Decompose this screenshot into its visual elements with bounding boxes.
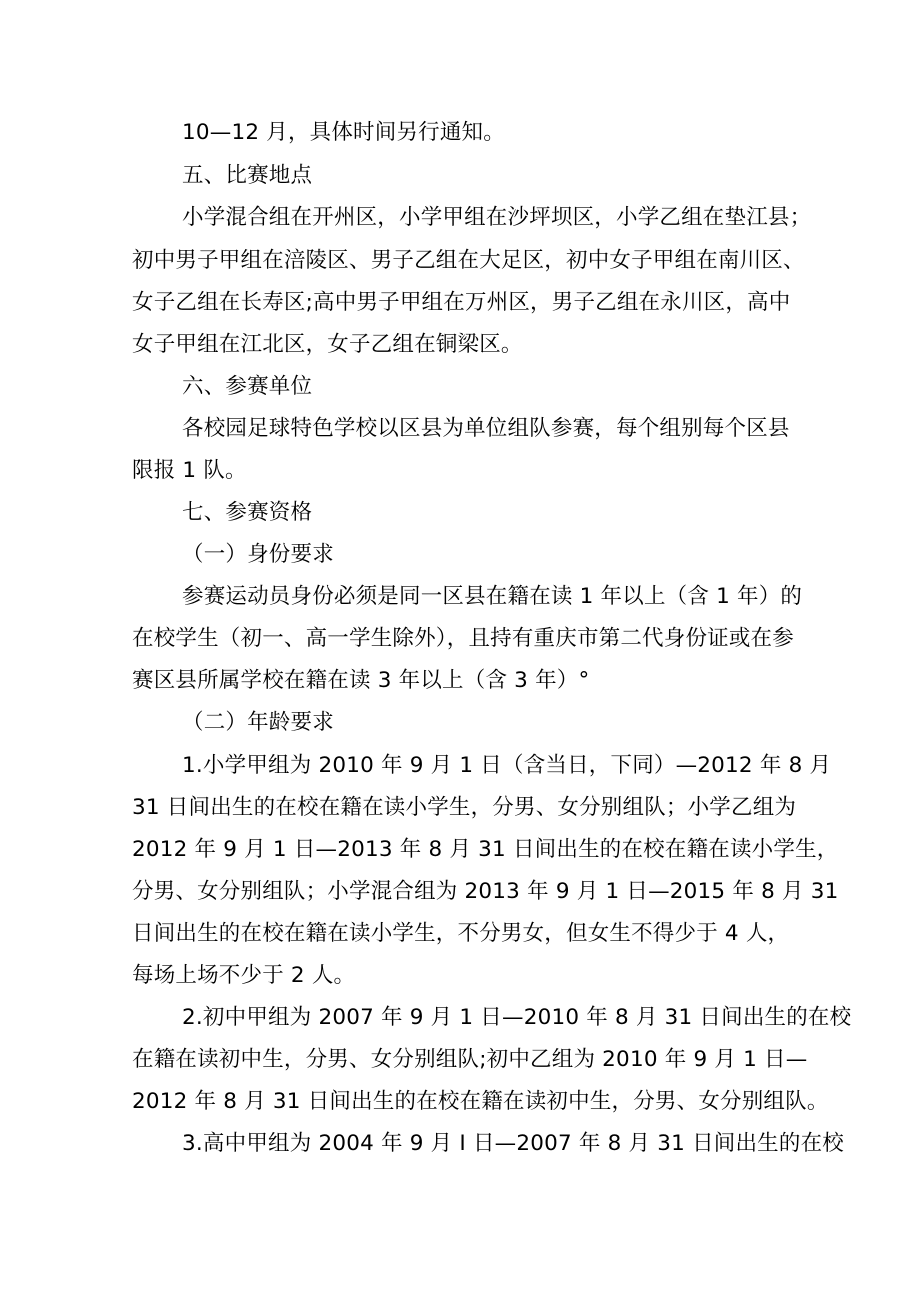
- paragraph-line: 2012 年 9 月 1 日—2013 年 8 月 31 日间出生的在校在籍在读小学生，: [132, 837, 839, 862]
- paragraph-line: 女子乙组在长寿区;高中男子甲组在万州区，男子乙组在永川区，高中: [132, 290, 791, 315]
- paragraph-line: 10—12 月，具体时间另行通知。: [182, 120, 505, 145]
- paragraph-line: 2012 年 8 月 31 日间出生的在校在籍在读初中生，分男、女分别组队。: [132, 1089, 829, 1114]
- paragraph-line: 初中男子甲组在涪陵区、男子乙组在大足区，初中女子甲组在南川区、: [132, 248, 805, 273]
- paragraph-line: 分男、女分别组队；小学混合组为 2013 年 9 月 1 日—2015 年 8 月 31: [132, 879, 839, 904]
- section-heading-units: 六、参赛单位: [182, 374, 313, 399]
- section-heading-venue: 五、比赛地点: [182, 163, 313, 188]
- paragraph-line: 1.小学甲组为 2010 年 9 月 1 日（含当日，下同）—2012 年 8 月: [182, 753, 832, 778]
- paragraph-line: 赛区县所属学校在籍在读 3 年以上（含 3 年）°: [132, 668, 590, 693]
- paragraph-line: 在校学生（初一、高一学生除外），且持有重庆市第二代身份证或在参: [132, 626, 794, 651]
- paragraph-line: 参赛运动员身份必须是同一区县在籍在读 1 年以上（含 1 年）的: [182, 584, 803, 609]
- paragraph-line: 女子甲组在江北区，女子乙组在铜梁区。: [132, 332, 523, 357]
- subheading-identity: （一）身份要求: [182, 542, 334, 567]
- paragraph-line: 在籍在读初中生，分男、女分别组队;初中乙组为 2010 年 9 月 1 日—: [132, 1047, 808, 1072]
- paragraph-line: 每场上场不少于 2 人。: [132, 963, 356, 988]
- paragraph-line: 小学混合组在开州区，小学甲组在沙坪坝区，小学乙组在垫江县；: [182, 205, 812, 230]
- section-heading-eligibility: 七、参赛资格: [182, 500, 313, 525]
- paragraph-line: 各校园足球特色学校以区县为单位组队参赛，每个组别每个区县: [182, 416, 790, 441]
- paragraph-line: 3.高中甲组为 2004 年 9 月 I 日—2007 年 8 月 31 日间出生的在校: [182, 1131, 844, 1156]
- subheading-age: （二）年龄要求: [182, 710, 334, 735]
- paragraph-line: 限报 1 队。: [132, 458, 247, 483]
- paragraph-line: 31 日间出生的在校在籍在读小学生，分男、女分别组队；小学乙组为: [132, 795, 797, 820]
- paragraph-line: 2.初中甲组为 2007 年 9 月 1 日—2010 年 8 月 31 日间出生的在校: [182, 1005, 852, 1030]
- paragraph-line: 日间出生的在校在籍在读小学生，不分男女，但女生不得少于 4 人，: [132, 921, 790, 946]
